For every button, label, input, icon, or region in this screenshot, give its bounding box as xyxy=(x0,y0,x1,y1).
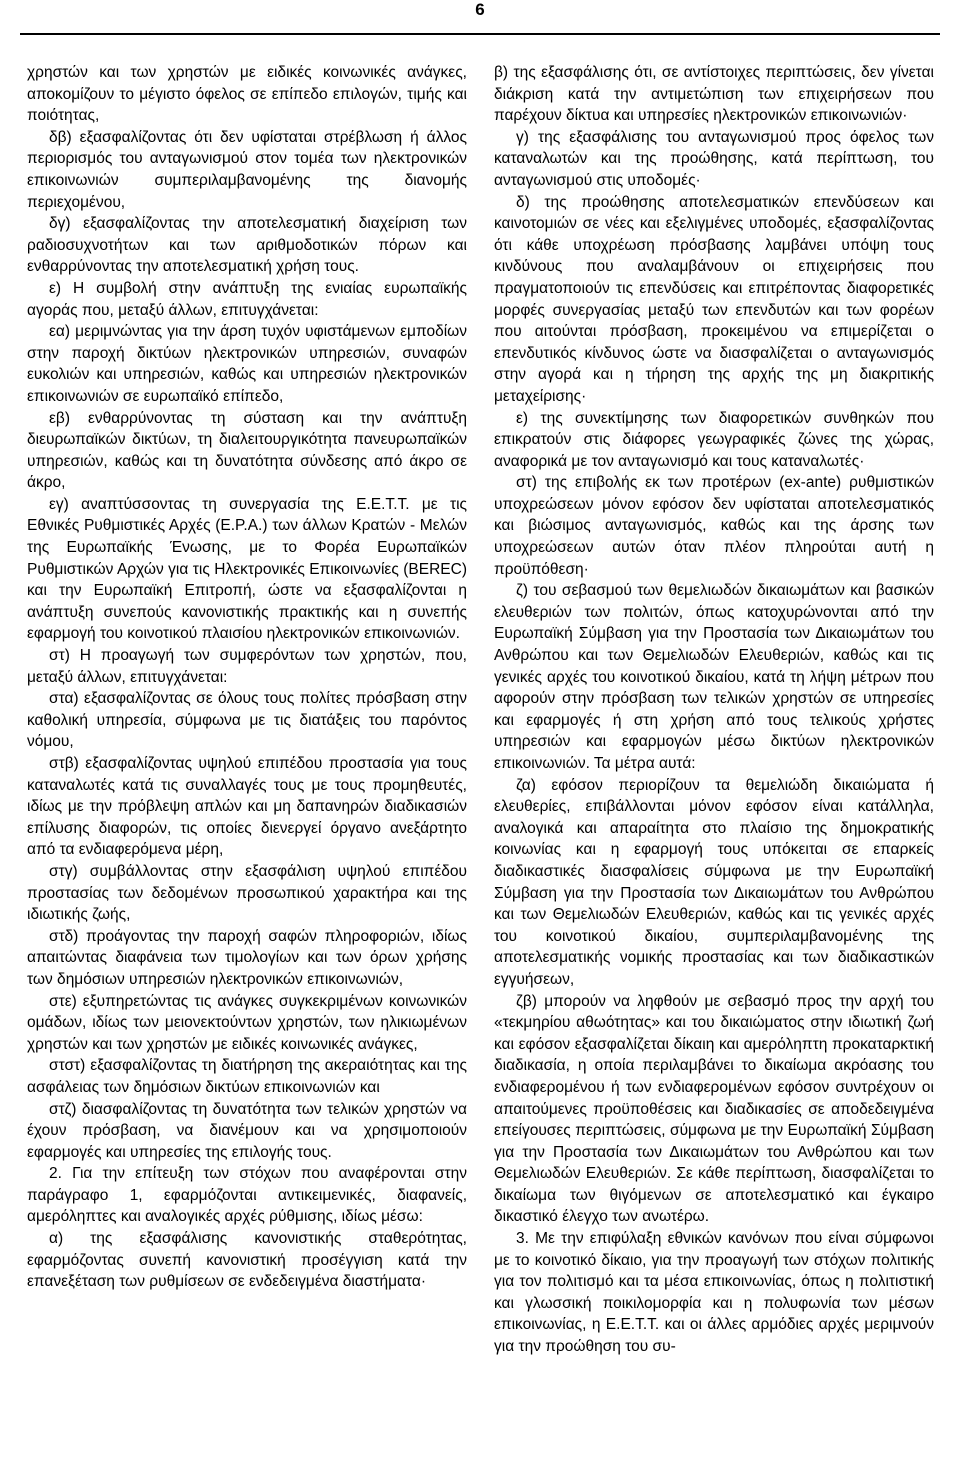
paragraph: εγ) αναπτύσσοντας τη συνεργασία της Ε.Ε.Τ.Τ. με τις Εθνικές Ρυθμιστικές Αρχές (Ε.Ρ.Α.) των άλλων Κρατών - Μελών της Ευρωπαϊκής Ένωσης, με το Φορέα Ευρωπαϊκών Ρυθμιστικών Αρχών για τις Ηλεκτρονικές Επικοινωνίες (BEREC) και την Ευρωπαϊκή Επιτροπή, ώστε να εξασφαλίζονται η ανάπτυξη συνεπούς κανονιστικής πρακτικής και η συνεπής εφαρμογή του κοινοτικού πλαισίου ηλεκτρονικών επικοινωνιών. xyxy=(27,495,467,643)
paragraph: γ) της εξασφάλισης του ανταγωνισμού προς όφελος των καταναλωτών και της προώθησης, κατά περίπτωση, του ανταγωνισμού στις υποδομές· xyxy=(494,128,934,189)
paragraph: β) της εξασφάλισης ότι, σε αντίστοιχες περιπτώσεις, δεν γίνεται διάκριση κατά την αντιμετώπιση των επιχειρήσεων που παρέχουν δίκτυα και υπηρεσίες ηλεκτρονικών επικοινωνιών· xyxy=(494,64,934,125)
paragraph: στβ) εξασφαλίζοντας υψηλού επιπέδου προστασία για τους καταναλωτές κατά τις συναλλαγές τους με τους προμηθευτές, ιδίως με την πρόβλεψη απλών και μη δαπανηρών διαδικασιών επίλυσης διαφορών, τις οποίες διενεργεί όργανο ανεξάρτητο από τα ενδιαφερόμενα μέρη, xyxy=(27,755,467,859)
paragraph: στγ) συμβάλλοντας στην εξασφάλιση υψηλού επιπέδου προστασίας των δεδομένων προσωπικού χαρακτήρα και της ιδιωτικής ζωής, xyxy=(27,862,467,924)
paragraph: ζβ) μπορούν να ληφθούν με σεβασμό προς την αρχή του «τεκμηρίου αθωότητας» και του δικαιώματος στην ιδιωτική ζωή και εφόσον εξασφαλίζεται δίκαιη και αμερόληπτη προκαταρκτική διαδικασία, η οποία περιλαμβάνει το δικαίωμα ακρόασης του ενδιαφερομένου ή των ενδιαφερομένων εφόσον συντρέχουν οι απαιτούμενες προϋποθέσεις και διαδικασίες σε αποδεδειγμένα επείγουσες περιπτώσεις, σύμφωνα με την Ευρωπαϊκή Σύμβαση για την Προστασία των Δικαιωμάτων του Ανθρώπου και των Θεμελιωδών Ελευθεριών. Σε κάθε περίπτωση, διασφαλίζεται το δικαίωμα των θιγόμενων σε αποτελεσματικό και έγκαιρο δικαστικό έλεγχο των ανωτέρω. xyxy=(494,992,934,1226)
paragraph: ζα) εφόσον περιορίζουν τα θεμελιώδη δικαιώματα ή ελευθερίες, επιβάλλονται μόνον εφόσον είναι κατάλληλα, αναλογικά και απαραίτητα στο πλαίσιο της δημοκρατικής κοινωνίας και η εφαρμογή τους υπόκειται σε επαρκείς διαδικαστικές διασφαλίσεις σύμφωνα με την Ευρωπαϊκή Σύμβαση για την Προστασία των Δικαιωμάτων του Ανθρώπου και των Θεμελιωδών Ελευθεριών, καθώς και τις γενικές αρχές του κοινοτικού δικαίου, συμπεριλαμβανομένης της αποτελεσματικής νομικής προστασίας και των διαδικαστικών εγγυήσεων, xyxy=(494,776,934,988)
paragraph: 3. Με την επιφύλαξη εθνικών κανόνων που είναι σύμφωνοι με το κοινοτικό δίκαιο, για την προαγωγή των στόχων πολιτικής για τον πολιτισμό και τα μέσα επικοινωνίας, όπως η πολιτιστική και γλωσσική ποικιλομορφία και η πολυφωνία των μέσων επικοινωνίας, η Ε.Ε.Τ.Τ. και οι άλλες αρμόδιες αρχές μεριμνούν για την προώθηση του συ- xyxy=(494,1230,934,1356)
paragraph: στ) της επιβολής εκ των προτέρων (ex-ante) ρυθμιστικών υποχρεώσεων μόνον εφόσον δεν υφίσταται αποτελεσματικός και βιώσιμος ανταγωνισμός, καθώς και της άρσης των υποχρεώσεων αυτών όταν πλέον πληρούται αυτή η προϋπόθεση· xyxy=(494,474,934,578)
paragraph: στα) εξασφαλίζοντας σε όλους τους πολίτες πρόσβαση στην καθολική υπηρεσία, σύμφωνα με τις διατάξεις του παρόντος νόμου, xyxy=(27,690,467,751)
left-column xyxy=(27,62,467,1293)
paragraph: ε) της συνεκτίμησης των διαφορετικών συνθηκών που επικρατούν στις διάφορες γεωγραφικές ζώνες της χώρας, αναφορικά με τον ανταγωνισμό και τους καταναλωτές· xyxy=(494,409,934,470)
paragraph: α) της εξασφάλισης κανονιστικής σταθερότητας, εφαρμόζοντας συνεπή κανονιστική προσέγγιση κατά την επανεξέταση των ρυθμίσεων σε ενδεδειγμένα διαστήματα· xyxy=(27,1230,467,1291)
right-column xyxy=(494,62,934,1358)
paragraph: στδ) προάγοντας την παροχή σαφών πληροφοριών, ιδίως απαιτώντας διαφάνεια των τιμολογίων και των όρων χρήσης των δημόσιων υπηρεσιών ηλεκτρονικών επικοινωνιών, xyxy=(27,927,467,988)
paragraph: στε) εξυπηρετώντας τις ανάγκες συγκεκριμένων κοινωνικών ομάδων, ιδίως των μειονεκτούντων χρηστών, των ηλικιωμένων χρηστών και των χρηστών με ειδικές κοινωνικές ανάγκες, xyxy=(27,992,467,1053)
paragraph: ε) Η συμβολή στην ανάπτυξη της ενιαίας ευρωπαϊκής αγοράς που, μεταξύ άλλων, επιτυγχάνεται: xyxy=(27,279,467,319)
paragraph: ζ) του σεβασμού των θεμελιωδών δικαιωμάτων και βασικών ελευθεριών των πολιτών, όπως κατοχυρώνονται από την Ευρωπαϊκή Σύμβαση για την Προστασία των Δικαιωμάτων του Ανθρώπου και των Θεμελιωδών Ελευθεριών, καθώς και τις γενικές αρχές του κοινοτικού δικαίου, κατά τη λήψη μέτρων που αφορούν στην πρόσβαση των τελικών χρηστών σε υπηρεσίες και εφαρμογές ή στη χρήση από τους τελικούς χρήστες υπηρεσιών και εφαρμογών μέσω δικτύων ηλεκτρονικών επικοινωνιών. Τα μέτρα αυτά: xyxy=(494,582,934,772)
paragraph: στ) Η προαγωγή των συμφερόντων των χρηστών, που, μεταξύ άλλων, επιτυγχάνεται: xyxy=(27,647,467,686)
paragraph: δβ) εξασφαλίζοντας ότι δεν υφίσταται στρέβλωση ή άλλος περιορισμός του ανταγωνισμού στον τομέα των ηλεκτρονικών επικοινωνιών συμπεριλαμβανομένης της διανομής περιεχομένου, xyxy=(27,128,467,211)
paragraph: δγ) εξασφαλίζοντας την αποτελεσματική διαχείριση των ραδιοσυχνοτήτων και των αριθμοδοτικών πόρων και ενθαρρύνοντας την αποτελεσματική χρήση τους. xyxy=(27,215,467,276)
paragraph: στζ) διασφαλίζοντας τη δυνατότητα των τελικών χρηστών να έχουν πρόσβαση, να διανέμουν και να χρησιμοποιούν εφαρμογές και υπηρεσίες της επιλογής τους. xyxy=(27,1100,467,1161)
paragraph: χρηστών και των χρηστών με ειδικές κοινωνικές ανάγκες, αποκομίζουν το μέγιστο όφελος σε επίπεδο επιλογών, τιμής και ποιότητας, xyxy=(27,64,467,125)
paragraph: 2. Για την επίτευξη των στόχων που αναφέρονται στην παράγραφο 1, εφαρμόζονται αντικειμενικές, διαφανείς, αμερόληπτες και αναλογικές αρχές ρύθμισης, ιδίως μέσω: xyxy=(27,1165,467,1226)
paragraph: δ) της προώθησης αποτελεσματικών επενδύσεων και καινοτομιών σε νέες και εξελιγμένες υποδομές, εξασφαλίζοντας ότι κάθε υποχρέωση πρόσβασης λαμβάνει υπόψη τους κινδύνους που αναλαμβάνουν οι επιχειρήσεις που πραγματοποιούν τις επενδύσεις και επιτρέποντας διαφορετικές μορφές συνεργασίας μεταξύ των επενδυτών και των φορέων που αιτούνται πρόσβαση, προκειμένου να επιμερίζεται ο επενδυτικός κίνδυνος ώστε να διασφαλίζεται ο ανταγωνισμός στην αγορά και η τήρηση της αρχής της μη διακριτικής μεταχείρισης· xyxy=(494,193,934,405)
header-rule xyxy=(20,33,940,35)
paragraph: εα) μεριμνώντας για την άρση τυχόν υφιστάμενων εμποδίων στην παροχή δικτύων ηλεκτρονικών υπηρεσιών, συναφών ευκολιών και υπηρεσιών, καθώς και υπηρεσιών ηλεκτρονικών επικοινωνιών σε ευρωπαϊκό επίπεδο, xyxy=(27,323,467,405)
paragraph: στστ) εξασφαλίζοντας τη διατήρηση της ακεραιότητας και της ασφάλειας των δημόσιων δικτύων επικοινωνιών και xyxy=(27,1057,467,1096)
paragraph: εβ) ενθαρρύνοντας τη σύσταση και την ανάπτυξη διευρωπαϊκών δικτύων, τη διαλειτουργικότητα πανευρωπαϊκών υπηρεσιών, καθώς και τη δυνατότητα σύνδεσης από άκρο σε άκρο, xyxy=(27,409,467,492)
page-number: 6 xyxy=(475,0,485,19)
